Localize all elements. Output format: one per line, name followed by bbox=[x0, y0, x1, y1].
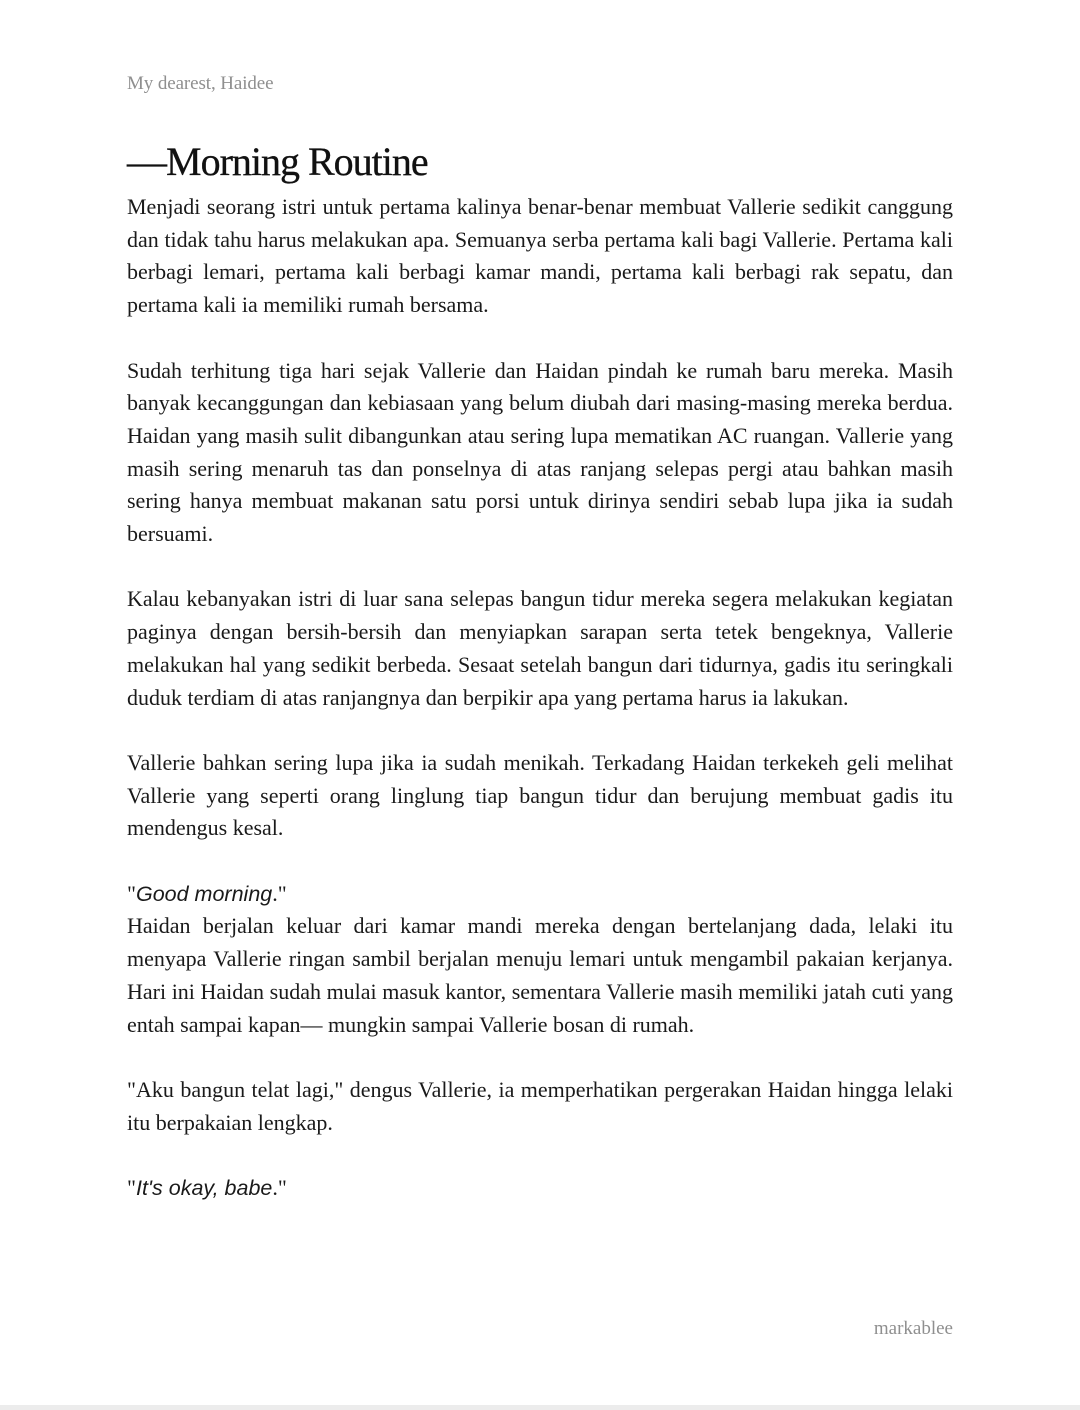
dialogue-italic-text: It's okay, babe bbox=[135, 1176, 273, 1200]
paragraph: Haidan berjalan keluar dari kamar mandi mereka dengan bertelanjang dada, lelaki itu menyapa Vallerie ringan sambil berjalan menuju lemari untuk mengambil pakaian kerjanya. Hari ini Haidan sudah mulai masuk kantor, sementara Vallerie masih memiliki jatah cuti yang entah sampai kapan— mungkin sampai Vallerie bosan di rumah. bbox=[127, 913, 953, 1037]
paragraph: Sudah terhitung tiga hari sejak Vallerie dan Haidan pindah ke rumah baru mereka. Masih banyak kecanggungan dan kebiasaan yang belum diubah dari masing-masing mereka berdua. Haidan yang masih sulit dibangunkan atau sering lupa mematikan AC ruangan. Vallerie yang masih sering menaruh tas dan ponselnya di atas ranjang selepas pergi atau bahkan masih sering hanya membuat makanan satu porsi untuk dirinya sendiri sebab lupa jika ia sudah bersuami. bbox=[127, 357, 953, 547]
paragraph: "Aku bangun telat lagi," dengus Vallerie, ia memperhatikan pergerakan Haidan hingga lelaki itu berpakaian lengkap. bbox=[127, 1076, 953, 1135]
dialogue-good-morning bbox=[127, 878, 953, 911]
quote-close: ." bbox=[272, 1175, 287, 1200]
dialogue-its-okay bbox=[127, 1172, 953, 1205]
quote-open: " bbox=[127, 1175, 136, 1200]
author-name: markablee bbox=[873, 1318, 953, 1339]
paragraph: Kalau kebanyakan istri di luar sana selepas bangun tidur mereka segera melakukan kegiatan paginya dengan bersih-bersih dan menyiapkan sarapan serta tetek bengeknya, Vallerie melakukan hal yang sedikit berbeda. Sesaat setelah bangun dari tidurnya, gadis itu seringkali duduk terdiam di atas ranjangnya dan berpikir apa yang pertama harus ia lakukan. bbox=[127, 586, 953, 710]
paragraph: Vallerie bahkan sering lupa jika ia sudah menikah. Terkadang Haidan terkekeh geli melihat Vallerie yang seperti orang linglung tiap bangun tidur dan berujung membuat gadis itu mendengus kesal. bbox=[127, 749, 953, 841]
chapter-content bbox=[127, 191, 953, 1205]
chapter-title: —Morning Routine bbox=[127, 139, 428, 184]
page-bottom-edge bbox=[0, 1405, 1080, 1410]
dialogue-italic-text: Good morning bbox=[135, 881, 273, 906]
quote-close: ." bbox=[272, 880, 287, 906]
quote-open: " bbox=[127, 880, 136, 906]
book-title: My dearest, Haidee bbox=[127, 73, 274, 94]
paragraph: Menjadi seorang istri untuk pertama kalinya benar-benar membuat Vallerie sedikit canggung dan tidak tahu harus melakukan apa. Semuanya serba pertama kali bagi Vallerie. Pertama kali berbagi lemari, pertama kali berbagi kamar mandi, pertama kali berbagi rak sepatu, dan pertama kali ia memiliki rumah bersama. bbox=[127, 194, 953, 318]
